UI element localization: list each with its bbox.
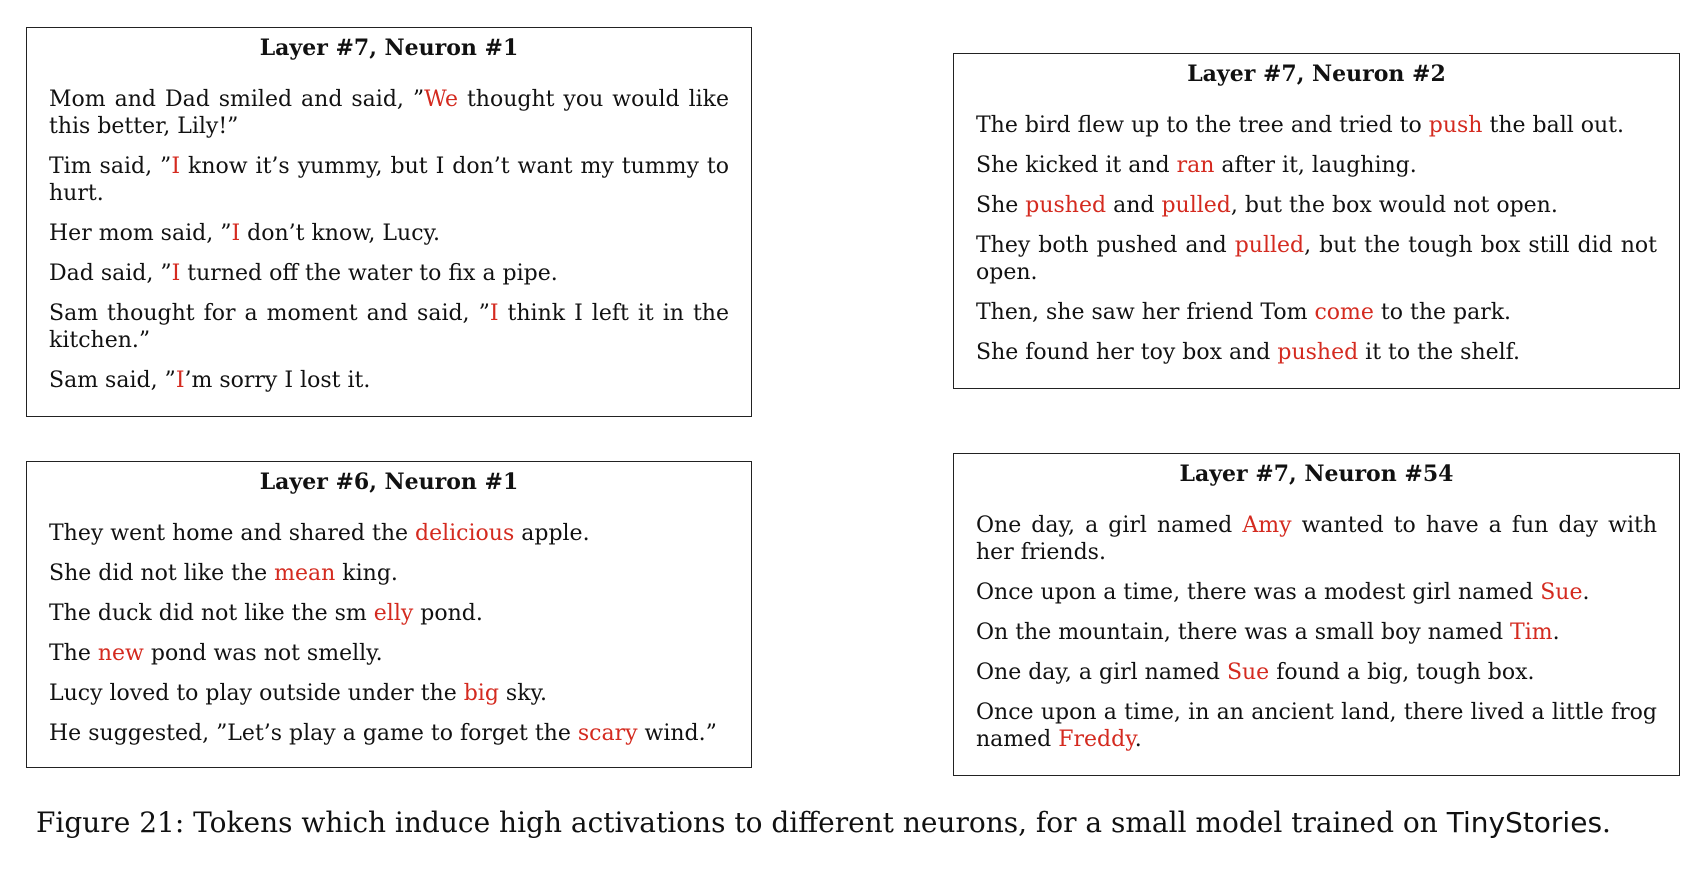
sentence-text: to the park. <box>1373 300 1512 325</box>
activated-token: Sue <box>1540 580 1583 605</box>
example-sentence <box>976 579 1657 606</box>
sentence-text: apple. <box>514 521 590 546</box>
panel-title: Layer #6, Neuron #1 <box>259 469 519 495</box>
activated-token: I <box>231 221 241 246</box>
sentence-text: They went home and shared the <box>49 521 415 546</box>
example-sentence <box>49 680 729 707</box>
activated-token: mean <box>274 561 336 586</box>
sentence-text: Once upon a time, in an ancient land, there lived a little frog named <box>976 700 1657 752</box>
figure-caption <box>36 806 1696 840</box>
activated-token: scary <box>577 721 638 746</box>
sentence-text: , but the tough box still did not open. <box>976 233 1657 285</box>
sentence-text: turned off the water to fix a pipe. <box>180 261 558 286</box>
example-list <box>49 520 729 747</box>
caption-end: . <box>1602 806 1611 839</box>
example-sentence <box>49 640 729 667</box>
example-sentence <box>49 260 729 287</box>
example-sentence <box>976 112 1657 139</box>
example-sentence <box>49 560 729 587</box>
example-sentence <box>49 300 729 354</box>
sentence-text: thought you would like this better, Lily!” <box>49 87 729 139</box>
neuron-panel-layer7-neuron2 <box>953 53 1680 389</box>
example-sentence <box>976 152 1657 179</box>
sentence-text: Sam thought for a moment and said, ” <box>49 301 490 326</box>
sentence-text: She did not like the <box>49 561 275 586</box>
activated-token: Freddy <box>1058 727 1135 752</box>
example-sentence <box>976 619 1657 646</box>
sentence-text: . <box>1582 580 1590 605</box>
activated-token: elly <box>373 601 414 626</box>
example-sentence <box>976 299 1657 326</box>
sentence-text: . <box>1134 727 1142 752</box>
sentence-text: sky. <box>498 681 548 706</box>
sentence-text: Then, she saw her friend Tom <box>976 300 1315 325</box>
sentence-text: She <box>976 193 1026 218</box>
panel-title: Layer #7, Neuron #54 <box>1179 461 1454 487</box>
sentence-text: She found her toy box and <box>976 340 1278 365</box>
example-sentence <box>976 699 1657 753</box>
example-sentence <box>976 232 1657 286</box>
activated-token: I <box>171 154 181 179</box>
neuron-panel-layer7-neuron1 <box>26 27 752 417</box>
sentence-text: know it’s yummy, but I don’t want my tummy to hurt. <box>49 154 729 206</box>
sentence-text: pond was not smelly. <box>143 641 383 666</box>
neuron-panel-layer7-neuron54 <box>953 453 1680 776</box>
activated-token: new <box>97 641 144 666</box>
sentence-text: wind.” <box>637 721 717 746</box>
sentence-text: wanted to have a fun day with her friends. <box>976 513 1657 565</box>
sentence-text: , but the box would not open. <box>1230 193 1558 218</box>
activated-token: delicious <box>415 521 515 546</box>
example-sentence <box>49 600 729 627</box>
activated-token: Sue <box>1226 660 1270 685</box>
sentence-text: Her mom said, ” <box>49 221 232 246</box>
sentence-text: and <box>1106 193 1162 218</box>
sentence-text: pond. <box>413 601 483 626</box>
activated-token: pushed <box>1277 340 1359 365</box>
example-list <box>976 112 1657 366</box>
activated-token: push <box>1428 113 1483 138</box>
sentence-text: Dad said, ” <box>49 261 172 286</box>
activated-token: come <box>1314 300 1374 325</box>
example-sentence <box>976 659 1657 686</box>
dataset-name: TinyStories <box>1446 806 1603 839</box>
sentence-text: Mom and Dad smiled and said, ” <box>49 87 425 112</box>
sentence-text: Sam said, ” <box>49 368 176 393</box>
activated-token: ran <box>1176 153 1215 178</box>
activated-token: pulled <box>1234 233 1305 258</box>
activated-token: pulled <box>1161 193 1231 218</box>
caption-text: Tokens which induce high activations to different neurons, for a small model trained on <box>184 806 1447 839</box>
activated-token: big <box>463 681 499 706</box>
sentence-text: They both pushed and <box>976 233 1235 258</box>
example-sentence <box>976 512 1657 566</box>
sentence-text: think I left it in the kitchen.” <box>49 301 729 353</box>
sentence-text: He suggested, ”Let’s play a game to forget the <box>49 721 578 746</box>
activated-token: Amy <box>1242 513 1292 538</box>
sentence-text: One day, a girl named <box>976 513 1243 538</box>
example-sentence <box>49 367 729 394</box>
sentence-text: One day, a girl named <box>976 660 1227 685</box>
example-sentence <box>49 153 729 207</box>
sentence-text: ’m sorry I lost it. <box>184 368 371 393</box>
sentence-text: it to the shelf. <box>1358 340 1521 365</box>
sentence-text: The bird flew up to the tree and tried to <box>976 113 1429 138</box>
activated-token: I <box>171 261 181 286</box>
example-sentence <box>49 720 729 747</box>
sentence-text: . <box>1552 620 1560 645</box>
sentence-text: the ball out. <box>1482 113 1625 138</box>
sentence-text: Tim said, ” <box>49 154 172 179</box>
sentence-text: On the mountain, there was a small boy named <box>976 620 1511 645</box>
panel-title: Layer #7, Neuron #2 <box>1187 61 1446 87</box>
example-list <box>49 86 729 394</box>
sentence-text: The duck did not like the sm <box>49 601 374 626</box>
example-sentence <box>976 192 1657 219</box>
sentence-text: found a big, tough box. <box>1269 660 1535 685</box>
sentence-text: The <box>49 641 98 666</box>
figure-label: Figure 21: <box>36 806 185 839</box>
example-sentence <box>49 220 729 247</box>
activated-token: We <box>424 87 458 112</box>
sentence-text: Lucy loved to play outside under the <box>49 681 464 706</box>
panel-title: Layer #7, Neuron #1 <box>259 35 519 61</box>
sentence-text: Once upon a time, there was a modest girl named <box>976 580 1541 605</box>
example-sentence <box>976 339 1657 366</box>
sentence-text: king. <box>335 561 398 586</box>
activated-token: I <box>489 301 499 326</box>
example-list <box>976 512 1657 753</box>
sentence-text: She kicked it and <box>976 153 1177 178</box>
example-sentence <box>49 86 729 140</box>
activated-token: I <box>175 368 185 393</box>
sentence-text: don’t know, Lucy. <box>240 221 441 246</box>
sentence-text: after it, laughing. <box>1214 153 1417 178</box>
activated-token: pushed <box>1025 193 1107 218</box>
activated-token: Tim <box>1510 620 1553 645</box>
neuron-panel-layer6-neuron1 <box>26 461 752 768</box>
example-sentence <box>49 520 729 547</box>
